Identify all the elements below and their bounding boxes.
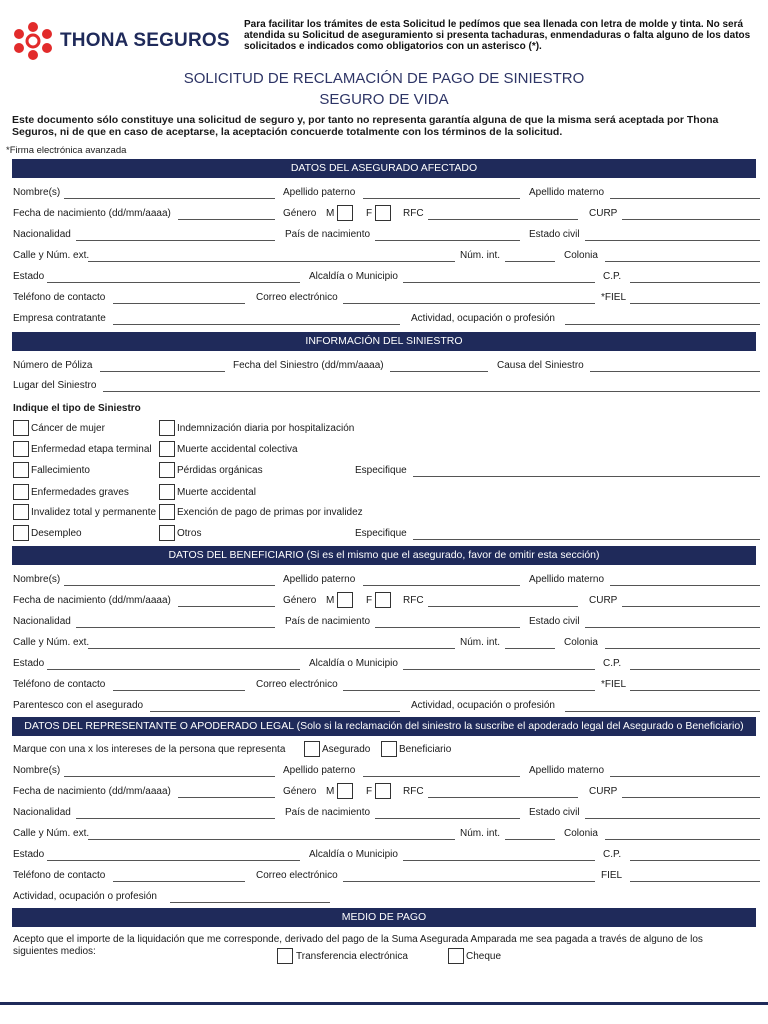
- asegurado-cp-field[interactable]: [630, 282, 760, 283]
- especifique-2-field[interactable]: [413, 539, 760, 540]
- beneficiario-telefono-label: Teléfono de contacto: [13, 679, 106, 690]
- asegurado-fiel-label: *FIEL: [601, 292, 627, 303]
- beneficiario-curp-field[interactable]: [622, 606, 760, 607]
- asegurado-fiel-field[interactable]: [630, 303, 760, 304]
- asegurado-actividad-field[interactable]: [565, 324, 760, 325]
- beneficiario-alcaldia-label: Alcaldía o Municipio: [309, 658, 398, 669]
- representante-correo-label: Correo electrónico: [256, 870, 338, 881]
- beneficiario-num-int-field[interactable]: [505, 648, 555, 649]
- asegurado-estado-civil-field[interactable]: [585, 240, 760, 241]
- asegurado-genero-label: Género: [283, 208, 317, 219]
- representante-ap-paterno-label: Apellido paterno: [283, 765, 356, 776]
- representante-estado-civil-field[interactable]: [585, 818, 760, 819]
- flower-logo-icon: [10, 22, 56, 60]
- representante-fecha-nac-field[interactable]: [178, 797, 275, 798]
- representante-nacionalidad-field[interactable]: [76, 818, 275, 819]
- asegurado-ap-materno-field[interactable]: [610, 198, 760, 199]
- beneficiario-calle-label: Calle y Núm. ext.: [13, 637, 90, 648]
- representa-asegurado-checkbox[interactable]: [304, 741, 320, 757]
- representante-ap-materno-label: Apellido materno: [529, 765, 605, 776]
- tipo-left-checkbox-5[interactable]: [13, 525, 29, 541]
- representante-nacionalidad-label: Nacionalidad: [13, 807, 71, 818]
- asegurado-cp-label: C.P.: [603, 271, 622, 282]
- tipo-left-label-0: Cáncer de mujer: [31, 423, 105, 434]
- thona-logo: [10, 22, 230, 60]
- asegurado-nacionalidad-label: Nacionalidad: [13, 229, 71, 240]
- beneficiario-ap-paterno-label: Apellido paterno: [283, 574, 356, 585]
- causa-label: Causa del Siniestro: [497, 360, 584, 371]
- tipo-left-label-1: Enfermedad etapa terminal: [31, 444, 152, 455]
- tipo-right-checkbox-4[interactable]: [159, 504, 175, 520]
- beneficiario-rfc-label: RFC: [403, 595, 424, 606]
- asegurado-pais-nac-label: País de nacimiento: [285, 229, 371, 240]
- representante-estado-label: Estado: [13, 849, 45, 860]
- representante-fiel-label: FIEL: [601, 870, 623, 881]
- poliza-field[interactable]: [100, 371, 225, 372]
- poliza-label: Número de Póliza: [13, 360, 93, 371]
- representante-rfc-label: RFC: [403, 786, 424, 797]
- beneficiario-calle-field[interactable]: [88, 648, 455, 649]
- lugar-label: Lugar del Siniestro: [13, 380, 97, 391]
- beneficiario-genero-f-label: F: [366, 595, 373, 606]
- asegurado-correo-field[interactable]: [343, 303, 595, 304]
- asegurado-curp-label: CURP: [589, 208, 618, 219]
- especifique-1-field[interactable]: [413, 476, 760, 477]
- representante-colonia-label: Colonia: [564, 828, 598, 839]
- causa-field[interactable]: [590, 371, 760, 372]
- asegurado-fecha-nac-field[interactable]: [178, 219, 275, 220]
- representante-fiel-field[interactable]: [630, 881, 760, 882]
- beneficiario-nacionalidad-field[interactable]: [76, 627, 275, 628]
- asegurado-nombre-field[interactable]: [64, 198, 275, 199]
- asegurado-correo-label: Correo electrónico: [256, 292, 338, 303]
- asegurado-nacionalidad-field[interactable]: [76, 240, 275, 241]
- tipo-right-checkbox-1[interactable]: [159, 441, 175, 457]
- tipo-right-label-4: Exención de pago de primas por invalidez: [177, 507, 363, 518]
- representante-fecha-nac-label: Fecha de nacimiento (dd/mm/aaaa): [13, 786, 171, 797]
- beneficiario-cp-field[interactable]: [630, 669, 760, 670]
- asegurado-curp-field[interactable]: [622, 219, 760, 220]
- beneficiario-fiel-field[interactable]: [630, 690, 760, 691]
- representante-pais-nac-field[interactable]: [375, 818, 520, 819]
- section-header-representante: DATOS DEL REPRESENTANTE O APODERADO LEGAL (Solo si la reclamación del siniestro la suscribe el apoderado legal del Asegurado o Beneficiario): [12, 717, 756, 736]
- representante-ap-paterno-field[interactable]: [363, 776, 520, 777]
- representante-estado-civil-label: Estado civil: [529, 807, 580, 818]
- tipo-right-checkbox-2[interactable]: [159, 462, 175, 478]
- beneficiario-ap-paterno-field[interactable]: [363, 585, 520, 586]
- representante-alcaldia-field[interactable]: [403, 860, 595, 861]
- especifique-2-label: Especifique: [355, 528, 407, 539]
- especifique-1-label: Especifique: [355, 465, 407, 476]
- representante-rfc-field[interactable]: [428, 797, 578, 798]
- asegurado-empresa-field[interactable]: [113, 324, 400, 325]
- beneficiario-actividad-label: Actividad, ocupación o profesión: [411, 700, 555, 711]
- representante-telefono-label: Teléfono de contacto: [13, 870, 106, 881]
- tipo-left-label-5: Desempleo: [31, 528, 82, 539]
- beneficiario-ap-materno-label: Apellido materno: [529, 574, 605, 585]
- representante-genero-m-label: M: [326, 786, 335, 797]
- section-header-asegurado: DATOS DEL ASEGURADO AFECTADO: [12, 159, 756, 178]
- tipo-left-checkbox-3[interactable]: [13, 484, 29, 500]
- tipo-siniestro-heading: Indique el tipo de Siniestro: [13, 403, 141, 414]
- asegurado-ap-paterno-field[interactable]: [363, 198, 520, 199]
- lugar-field[interactable]: [103, 391, 760, 392]
- asegurado-alcaldia-field[interactable]: [403, 282, 595, 283]
- tipo-right-checkbox-0[interactable]: [159, 420, 175, 436]
- tipo-right-label-3: Muerte accidental: [177, 487, 256, 498]
- representante-genero-f-label: F: [366, 786, 373, 797]
- firma-note: *Firma electrónica avanzada: [6, 145, 127, 156]
- tipo-left-label-4: Invalidez total y permanente: [31, 507, 157, 518]
- representante-curp-label: CURP: [589, 786, 618, 797]
- beneficiario-fecha-nac-label: Fecha de nacimiento (dd/mm/aaaa): [13, 595, 171, 606]
- beneficiario-nombre-label: Nombre(s): [13, 574, 61, 585]
- representante-calle-field[interactable]: [88, 839, 455, 840]
- representante-correo-field[interactable]: [343, 881, 595, 882]
- beneficiario-genero-m-checkbox[interactable]: [337, 592, 353, 608]
- tipo-right-label-0: Indemnización diaria por hospitalización: [177, 423, 355, 434]
- asegurado-num-int-label: Núm. int.: [460, 250, 501, 261]
- beneficiario-nacionalidad-label: Nacionalidad: [13, 616, 71, 627]
- beneficiario-pais-nac-field[interactable]: [375, 627, 520, 628]
- beneficiario-fecha-nac-field[interactable]: [178, 606, 275, 607]
- representante-calle-label: Calle y Núm. ext.: [13, 828, 90, 839]
- asegurado-colonia-field[interactable]: [605, 261, 760, 262]
- asegurado-genero-f-checkbox[interactable]: [375, 205, 391, 221]
- asegurado-colonia-label: Colonia: [564, 250, 598, 261]
- beneficiario-correo-label: Correo electrónico: [256, 679, 338, 690]
- representante-actividad-field[interactable]: [170, 902, 330, 903]
- beneficiario-colonia-label: Colonia: [564, 637, 598, 648]
- section-header-siniestro: INFORMACIÓN DEL SINIESTRO: [12, 332, 756, 351]
- beneficiario-alcaldia-field[interactable]: [403, 669, 595, 670]
- beneficiario-estado-civil-label: Estado civil: [529, 616, 580, 627]
- form-subtitle: SEGURO DE VIDA: [319, 91, 449, 108]
- section-header-beneficiario: DATOS DEL BENEFICIARIO (Si es el mismo que el asegurado, favor de omitir esta sección): [12, 546, 756, 565]
- representante-num-int-field[interactable]: [505, 839, 555, 840]
- beneficiario-cp-label: C.P.: [603, 658, 622, 669]
- beneficiario-colonia-field[interactable]: [605, 648, 760, 649]
- beneficiario-genero-m-label: M: [326, 595, 335, 606]
- beneficiario-estado-label: Estado: [13, 658, 45, 669]
- pago-cheque-label: Cheque: [466, 951, 502, 962]
- tipo-right-checkbox-3[interactable]: [159, 484, 175, 500]
- header: [0, 0, 768, 64]
- representante-ap-materno-field[interactable]: [610, 776, 760, 777]
- marque-label: Marque con una x los intereses de la persona que representa: [13, 744, 286, 755]
- asegurado-calle-label: Calle y Núm. ext.: [13, 250, 90, 261]
- asegurado-telefono-label: Teléfono de contacto: [13, 292, 106, 303]
- beneficiario-pais-nac-label: País de nacimiento: [285, 616, 371, 627]
- beneficiario-correo-field[interactable]: [343, 690, 595, 691]
- tipo-left-checkbox-0[interactable]: [13, 420, 29, 436]
- representante-cp-label: C.P.: [603, 849, 622, 860]
- tipo-right-label-5: Otros: [177, 528, 202, 539]
- asegurado-nombre-label: Nombre(s): [13, 187, 61, 198]
- beneficiario-parentesco-label: Parentesco con el asegurado: [13, 700, 144, 711]
- beneficiario-parentesco-field[interactable]: [150, 711, 400, 712]
- tipo-left-checkbox-1[interactable]: [13, 441, 29, 457]
- tipo-left-label-3: Enfermedades graves: [31, 487, 129, 498]
- asegurado-empresa-label: Empresa contratante: [13, 313, 106, 324]
- asegurado-estado-civil-label: Estado civil: [529, 229, 580, 240]
- asegurado-num-int-field[interactable]: [505, 261, 555, 262]
- representante-genero-f-checkbox[interactable]: [375, 783, 391, 799]
- instructions-text: Para facilitar los trámites de esta Solicitud le pedímos que sea llenada con letra de molde y tinta. No será atendida su Solicitud de aseguramiento si presenta tachaduras, enmendaduras o falta alguno de los datos solicitados e indicados como obligatorios con un asterisco (*).: [244, 19, 751, 52]
- asegurado-ap-paterno-label: Apellido paterno: [283, 187, 356, 198]
- asegurado-telefono-field[interactable]: [113, 303, 245, 304]
- form-title: SOLICITUD DE RECLAMACIÓN DE PAGO DE SINIESTRO: [183, 70, 585, 87]
- asegurado-actividad-label: Actividad, ocupación o profesión: [411, 313, 555, 324]
- beneficiario-actividad-field[interactable]: [565, 711, 760, 712]
- asegurado-alcaldia-label: Alcaldía o Municipio: [309, 271, 398, 282]
- tipo-right-checkbox-5[interactable]: [159, 525, 175, 541]
- representante-genero-label: Género: [283, 786, 317, 797]
- pago-transferencia-checkbox[interactable]: [277, 948, 293, 964]
- asegurado-estado-field[interactable]: [47, 282, 300, 283]
- representante-actividad-label: Actividad, ocupación o profesión: [13, 891, 157, 902]
- asegurado-ap-materno-label: Apellido materno: [529, 187, 605, 198]
- tipo-left-label-2: Fallecimiento: [31, 465, 90, 476]
- asegurado-calle-field[interactable]: [88, 261, 455, 262]
- pago-transferencia-label: Transferencia electrónica: [296, 951, 408, 962]
- tipo-left-checkbox-4[interactable]: [13, 504, 29, 520]
- representante-pais-nac-label: País de nacimiento: [285, 807, 371, 818]
- fecha-siniestro-label: Fecha del Siniestro (dd/mm/aaaa): [233, 360, 384, 371]
- representante-nombre-field[interactable]: [64, 776, 275, 777]
- representante-num-int-label: Núm. int.: [460, 828, 501, 839]
- asegurado-rfc-label: RFC: [403, 208, 424, 219]
- section-header-pago: MEDIO DE PAGO: [12, 908, 756, 927]
- beneficiario-nombre-field[interactable]: [64, 585, 275, 586]
- representa-beneficiario-label: Beneficiario: [399, 744, 452, 755]
- beneficiario-estado-civil-field[interactable]: [585, 627, 760, 628]
- brand-name: THONA SEGUROS: [60, 30, 230, 51]
- representa-beneficiario-checkbox[interactable]: [381, 741, 397, 757]
- asegurado-fecha-nac-label: Fecha de nacimiento (dd/mm/aaaa): [13, 208, 171, 219]
- pago-texto: Acepto que el importe de la liquidación que me corresponde, derivado del pago de la Suma Asegurada Amparada me sea pagada a través de alguno de los siguientes medios:: [13, 934, 703, 957]
- tipo-right-label-1: Muerte accidental colectiva: [177, 444, 298, 455]
- beneficiario-telefono-field[interactable]: [113, 690, 245, 691]
- representante-curp-field[interactable]: [622, 797, 760, 798]
- representante-colonia-field[interactable]: [605, 839, 760, 840]
- representante-nombre-label: Nombre(s): [13, 765, 61, 776]
- beneficiario-curp-label: CURP: [589, 595, 618, 606]
- asegurado-genero-f-label: F: [366, 208, 373, 219]
- asegurado-genero-m-label: M: [326, 208, 335, 219]
- beneficiario-genero-label: Género: [283, 595, 317, 606]
- representa-asegurado-label: Asegurado: [322, 744, 371, 755]
- representante-telefono-field[interactable]: [113, 881, 245, 882]
- fecha-siniestro-field[interactable]: [390, 371, 488, 372]
- tipo-left-checkbox-2[interactable]: [13, 462, 29, 478]
- representante-genero-m-checkbox[interactable]: [337, 783, 353, 799]
- asegurado-estado-label: Estado: [13, 271, 45, 282]
- representante-cp-field[interactable]: [630, 860, 760, 861]
- disclaimer-text: Este documento sólo constituye una solicitud de seguro y, por tanto no representa garantía alguna de que la misma será aceptada por Thona Seguros, ni de que en caso de aceptarse, la aceptación concuerde totalmente con los términos de la solicitud.: [12, 114, 719, 138]
- pago-cheque-checkbox[interactable]: [448, 948, 464, 964]
- beneficiario-num-int-label: Núm. int.: [460, 637, 501, 648]
- beneficiario-genero-f-checkbox[interactable]: [375, 592, 391, 608]
- beneficiario-fiel-label: *FIEL: [601, 679, 627, 690]
- beneficiario-rfc-field[interactable]: [428, 606, 578, 607]
- asegurado-rfc-field[interactable]: [428, 219, 578, 220]
- bottom-bar: [0, 1002, 768, 1005]
- beneficiario-ap-materno-field[interactable]: [610, 585, 760, 586]
- asegurado-pais-nac-field[interactable]: [375, 240, 520, 241]
- asegurado-genero-m-checkbox[interactable]: [337, 205, 353, 221]
- beneficiario-estado-field[interactable]: [47, 669, 300, 670]
- representante-estado-field[interactable]: [47, 860, 300, 861]
- representante-alcaldia-label: Alcaldía o Municipio: [309, 849, 398, 860]
- tipo-right-label-2: Pérdidas orgánicas: [177, 465, 263, 476]
